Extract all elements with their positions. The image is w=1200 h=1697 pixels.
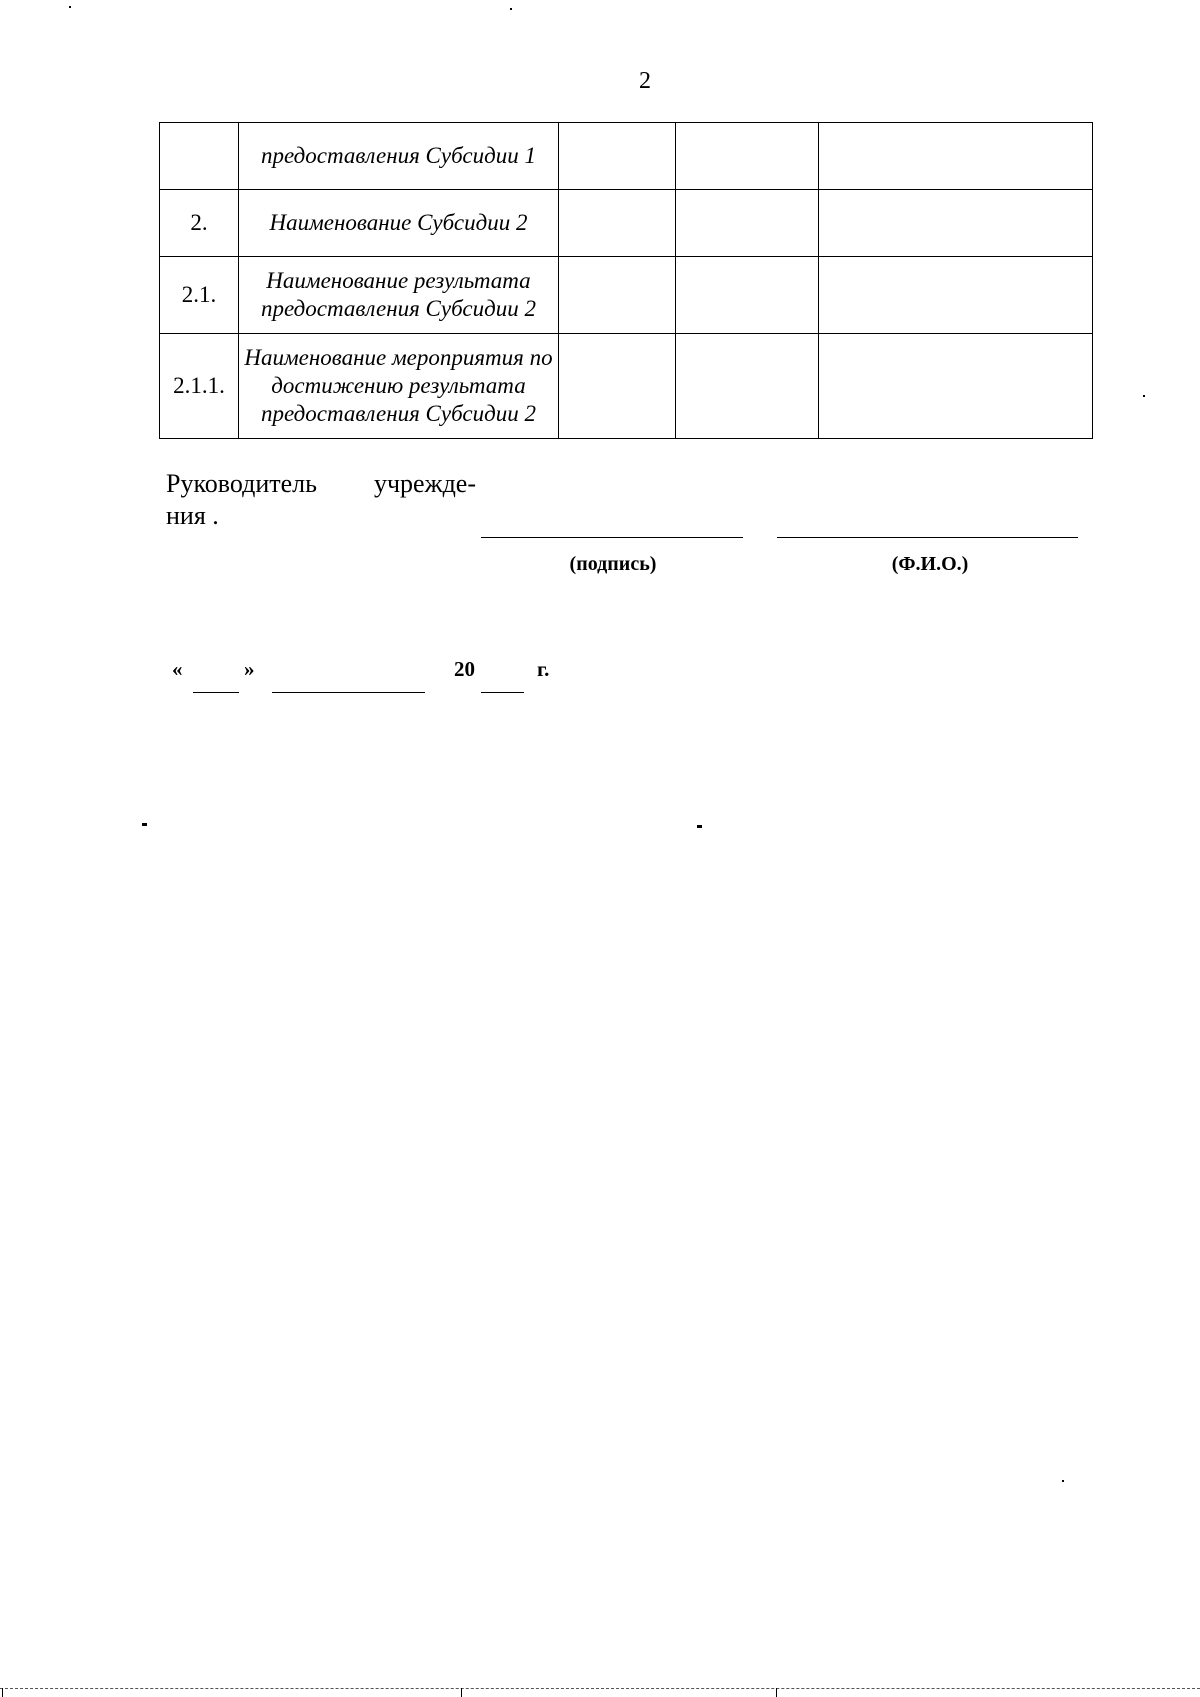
page-bottom-edge <box>0 1688 1200 1689</box>
edge-tick <box>776 1688 777 1697</box>
row-number-cell: 2. <box>160 190 239 257</box>
page-number: 2 <box>639 68 651 94</box>
scan-mark <box>1143 395 1145 397</box>
signature-line <box>481 537 743 538</box>
table-cell <box>559 190 676 257</box>
scan-mark <box>697 825 702 828</box>
table-cell <box>676 123 819 190</box>
table-cell <box>676 257 819 334</box>
scan-mark <box>142 823 147 826</box>
table-cell <box>819 123 1093 190</box>
scan-mark <box>1062 1480 1064 1482</box>
table-cell <box>676 190 819 257</box>
table-row <box>160 334 1093 439</box>
subsidy-results-table <box>159 122 1093 439</box>
table-cell <box>819 257 1093 334</box>
row-number-cell <box>160 123 239 190</box>
scan-mark <box>510 8 512 10</box>
date-year-prefix: 20 <box>454 657 475 681</box>
table-cell <box>819 190 1093 257</box>
head-label-line-2: ния . <box>166 501 219 530</box>
table-cell <box>559 334 676 439</box>
row-number-cell: 2.1.1. <box>160 334 239 439</box>
head-of-institution-label <box>166 468 476 532</box>
table-row <box>160 257 1093 334</box>
table-row <box>160 123 1093 190</box>
row-number-cell: 2.1. <box>160 257 239 334</box>
row-name-cell: предоставления Субсидии 1 <box>239 123 559 190</box>
row-name-cell: Наименование результата предоставления Субсидии 2 <box>239 257 559 334</box>
date-close-quote: » <box>244 657 255 681</box>
table-row <box>160 190 1093 257</box>
full-name-line <box>777 537 1078 538</box>
row-name-cell: Наименование мероприятия по достижению результата предоставления Субсидии 2 <box>239 334 559 439</box>
full-name-caption: (Ф.И.О.) <box>891 553 969 575</box>
date-year-line <box>481 692 524 693</box>
row-name-cell: Наименование Субсидии 2 <box>239 190 559 257</box>
date-year-suffix: г. <box>537 657 550 681</box>
table-cell <box>676 334 819 439</box>
table-cell <box>819 334 1093 439</box>
date-month-line <box>272 692 425 693</box>
table-cell <box>559 123 676 190</box>
date-open-quote: « <box>172 657 183 681</box>
table-cell <box>559 257 676 334</box>
edge-tick <box>2 1688 3 1697</box>
edge-tick <box>461 1688 462 1697</box>
head-label-line-1: Руководитель учрежде- <box>166 469 476 498</box>
signature-caption: (подпись) <box>569 553 657 575</box>
date-day-line <box>193 692 239 693</box>
scan-mark <box>69 6 71 8</box>
